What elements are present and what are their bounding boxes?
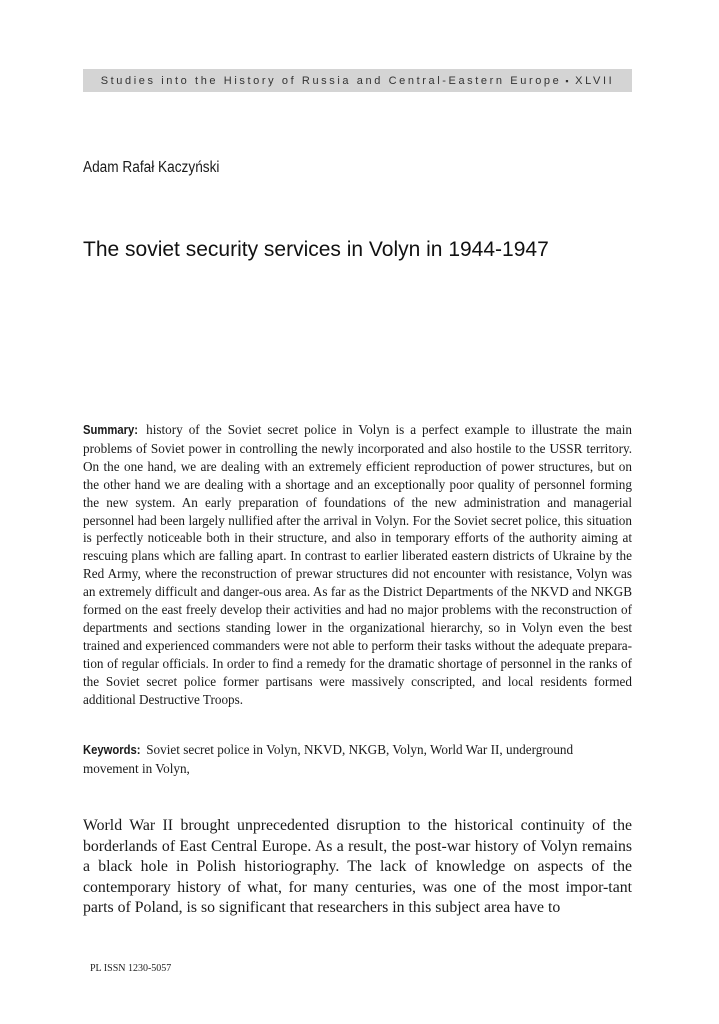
series-title: Studies into the History of Russia and Central-Eastern Europe [100, 74, 562, 87]
running-header [83, 69, 632, 92]
body-paragraph: World War II brought unprecedented disruption to the historical continuity of the borderlands of East Central Europe. As a result, the post-war history of Volyn remains a black hole in Polish historiography. The lack of knowledge on aspects of the contemporary history of what, for many centuries, was one of the most impor-tant parts of Poland, is so significant that researchers in this subject area have to [83, 817, 632, 916]
summary-label: Summary: [83, 423, 139, 437]
article-title: The soviet security services in Volyn in 1944-1947 [83, 238, 549, 261]
keywords-label: Keywords: [83, 743, 141, 757]
summary-text: history of the Soviet secret police in Volyn is a perfect example to illustrate the main problems of Soviet power in controlling the newly incorporated and also hostile to the USSR territory. On the one hand, we are dealing with an extremely efficient reproduction of power structures, but on the other hand we are dealing with a shortage and an exceptionally poor quality of personnel forming the new system. An early preparation of foundations of the new administration and managerial personnel had been largely nullified after the arrival in Volyn. For the Soviet secret police, this situation is perfectly noticeable both in their structure, and also in temporary efforts of the authority aiming at rescuing plans which are falling apart. In contrast to earlier liberated eastern districts of Ukraine by the Red Army, where the reconstruction of prewar structures did not encounter with resistance, Volyn was an extremely difficult and danger-ous area. As far as the District Departments of the NKVD and NKGB formed on the east freely develop their activities and had no major problems with the reconstruction of departments and sections standing lower in the organizational hierarchy, so in Volyn even the best trained and experienced commanders were not able to perform their tasks without the adequate prepara-tion of regular officials. In order to find a remedy for the dramatic shortage of personnel in the ranks of the Soviet secret police former partisans were massively conscripted, and local residents formed additional Destructive Troops. [83, 422, 632, 707]
keywords-text: Soviet secret police in Volyn, NKVD, NKGB, Volyn, World War II, underground movement in Volyn, [83, 742, 574, 776]
issn-footer: PL ISSN 1230-5057 [90, 963, 172, 974]
author-name: Adam Rafał Kaczyński [83, 159, 220, 176]
keywords-paragraph [83, 741, 632, 778]
header-bullet: ▪ [565, 75, 572, 86]
summary-paragraph [83, 421, 632, 709]
volume-number: XLVII [575, 74, 615, 87]
